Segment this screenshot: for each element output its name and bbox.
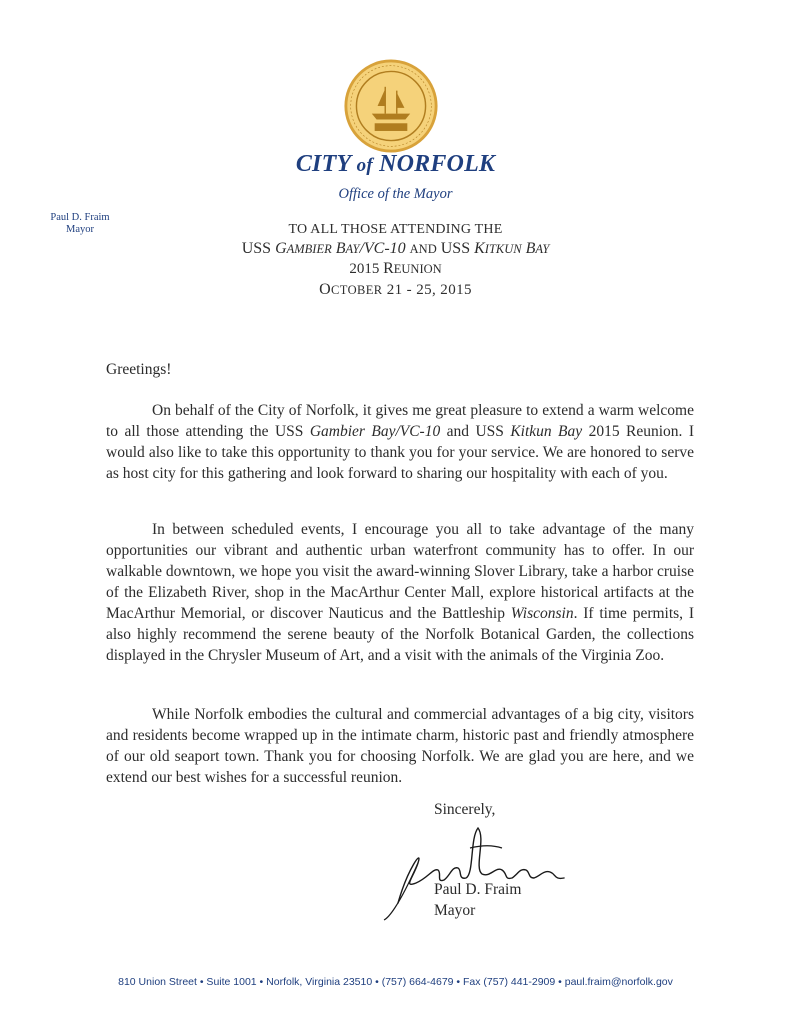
city-title: CITY of NORFOLK [295,151,496,177]
paragraph-1: On behalf of the City of Norfolk, it gives me great pleasure to extend a warm welcome to all those attending the USS Gambier Bay/VC-10 and USS Kitkun Bay 2015 Reunion. I would also like to take this opportunity to thank you for your service. We are honored to serve as host city for this gathering and look forward to sharing our hospitality with each of you. [106,402,694,482]
heading-line-1: TO ALL THOSE ATTENDING THE [288,222,503,237]
heading-line-3: 2015 REUNION [349,260,442,277]
greeting: Greetings! [106,361,172,378]
signature-icon [378,808,578,923]
mayor-name: Paul D. Fraim [50,212,110,223]
footer-contact: 810 Union Street • Suite 1001 • Norfolk, Virginia 23510 • (757) 664-4679 • Fax (757) 441-2909 • paul.fraim@norfolk.gov [118,976,673,988]
signer-name: Paul D. Fraim [434,881,522,898]
heading-line-2: USS GAMBIER BAY/VC-10 AND USS KITKUN BAY [241,240,550,257]
paragraph-3: While Norfolk embodies the cultural and commercial advantages of a big city, visitors and residents become wrapped up in the intimate charm, historic past and friendly atmosphere of our old seaport town. Thank you for choosing Norfolk. We are glad you are here, and we extend our best wishes for a successful reunion. [106,706,694,786]
office-subtitle: Office of the Mayor [338,186,453,202]
paragraph-2: In between scheduled events, I encourage you all to take advantage of the many opportunities our vibrant and authentic urban waterfront community has to offer. In our walkable downtown, we hope you visit the award-winning Slover Library, take a harbor cruise of the Elizabeth River, shop in the MacArthur Center Mall, explore historical artifacts at the MacArthur Memorial, or discover Nauticus and the Battleship Wisconsin. If time permits, I also highly recommend the serene beauty of the Norfolk Botanical Garden, the collections displayed in the Chrysler Museum of Art, and a visit with the animals of the Virginia Zoo. [106,521,694,664]
heading-line-4: OCTOBER 21 - 25, 2015 [319,281,472,298]
closing: Sincerely, [434,801,496,818]
city-seal-icon [343,58,439,154]
signer-title: Mayor [434,902,476,919]
mayor-title: Mayor [66,224,94,235]
